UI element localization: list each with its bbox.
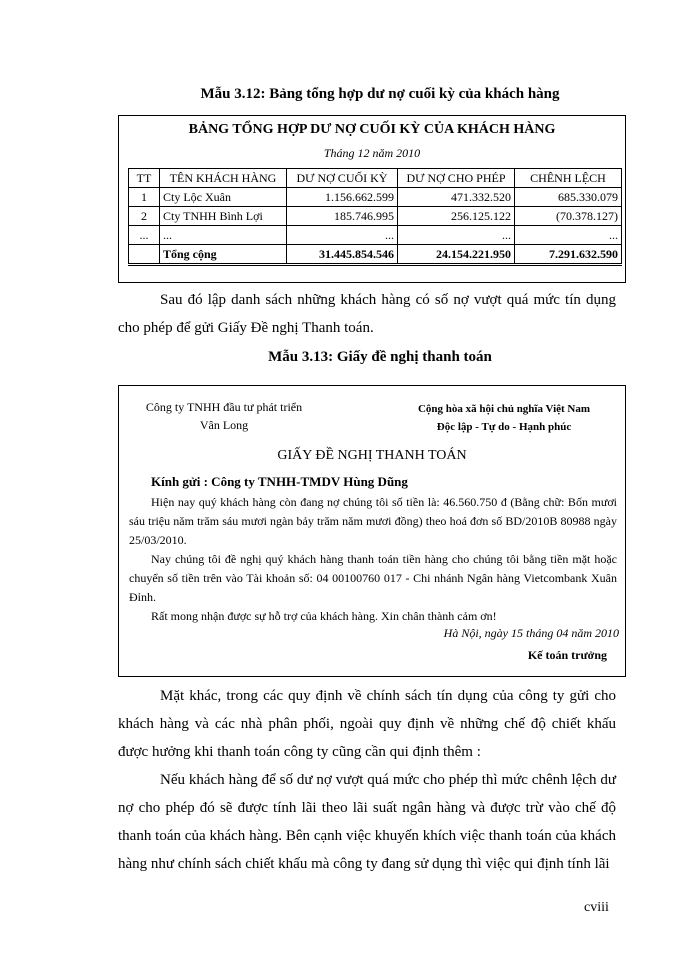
paragraph-interest: Nếu khách hàng để số dư nợ vượt quá mức cho phép thì mức chênh lệch dư nợ cho phép đó sẽ được tính lãi theo lãi suất ngân hàng và được trừ vào chế độ thanh toán của khách hàng. Bên cạnh việc khuyến khích việc thanh toán của khách hàng như chính sách chiết khấu mà công ty đang sử dụng thì việc qui định tính lãi bbox=[118, 772, 616, 872]
cell-ending-debt: ... bbox=[287, 226, 398, 245]
table-row bbox=[129, 188, 622, 207]
national-motto bbox=[389, 400, 619, 436]
cell-tt: 1 bbox=[129, 188, 160, 207]
letter-body-1: Hiện nay quý khách hàng còn đang nợ chúng tôi số tiền là: 46.560.750 đ (Bằng chữ: Bốn mươi sáu triệu năm trăm sáu mươi ngàn bảy trăm năm mươi đồng) theo hoá đơn số BD/2010B 80988 ngày 25/03/2010. bbox=[129, 495, 617, 547]
letter-title: GIẤY ĐỀ NGHỊ THANH TOÁN bbox=[277, 448, 467, 463]
paragraph-credit-policy: Mặt khác, trong các quy định về chính sách tín dụng của công ty gửi cho khách hàng và các nhà phân phối, ngoài quy định về những chế độ chiết khấu được hưởng khi thanh toán công ty cũng cần qui định thêm : bbox=[118, 688, 616, 760]
letter-recipient: Kính gửi : Công ty TNHH-TMDV Hùng Dũng bbox=[151, 474, 408, 489]
letter-body-2: Nay chúng tôi đề nghị quý khách hàng thanh toán tiền hàng cho chúng tôi bằng tiền mặt hoặc chuyển số tiền trên vào Tài khoản số: 04 00100760 017 - Chi nhánh Ngân hàng Vietcombank Xuân Đỉnh. bbox=[129, 552, 617, 604]
total-tt bbox=[129, 245, 160, 265]
total-ending-debt: 31.445.854.546 bbox=[287, 245, 398, 265]
cell-customer: Cty TNHH Bình Lợi bbox=[160, 207, 287, 226]
letter-body-3: Rất mong nhận được sự hỗ trợ của khách hàng. Xin chân thành cảm ơn! bbox=[151, 609, 497, 623]
summary-table-box bbox=[118, 115, 626, 283]
cell-difference: (70.378.127) bbox=[515, 207, 622, 226]
cell-allowed-debt: 471.332.520 bbox=[398, 188, 515, 207]
col-allowed-debt: DƯ NỢ CHO PHÉP bbox=[398, 169, 515, 188]
cell-ending-debt: 185.746.995 bbox=[287, 207, 398, 226]
cell-ending-debt: 1.156.662.599 bbox=[287, 188, 398, 207]
cell-difference: ... bbox=[515, 226, 622, 245]
table-header-row bbox=[129, 169, 622, 188]
company-name-line1: Công ty TNHH đầu tư phát triển bbox=[145, 400, 303, 414]
total-row bbox=[129, 245, 622, 265]
page-number: cviii bbox=[584, 900, 609, 915]
col-customer-name: TÊN KHÁCH HÀNG bbox=[160, 169, 287, 188]
table-title: BẢNG TỔNG HỢP DƯ NỢ CUỐI KỲ CỦA KHÁCH HÀNG bbox=[188, 122, 556, 137]
cell-difference: 685.330.079 bbox=[515, 188, 622, 207]
paragraph-intro: Sau đó lập danh sách những khách hàng có số nợ vượt quá mức tín dụng cho phép để gửi Giấy Đề nghị Thanh toán. bbox=[118, 292, 616, 336]
cell-allowed-debt: ... bbox=[398, 226, 515, 245]
debt-summary-table bbox=[128, 168, 622, 266]
national-name: Cộng hòa xã hội chủ nghĩa Việt Nam bbox=[417, 403, 591, 415]
total-difference: 7.291.632.590 bbox=[515, 245, 622, 265]
col-ending-debt: DƯ NỢ CUỐI KỲ bbox=[287, 169, 398, 188]
total-allowed-debt: 24.154.221.950 bbox=[398, 245, 515, 265]
table-subtitle: Tháng 12 năm 2010 bbox=[323, 146, 421, 160]
cell-customer: Cty Lộc Xuân bbox=[160, 188, 287, 207]
cell-tt: 2 bbox=[129, 207, 160, 226]
letter-signer: Kế toán trưởng bbox=[527, 648, 607, 662]
company-name-line2: Vân Long bbox=[199, 418, 249, 432]
table-row bbox=[129, 207, 622, 226]
col-difference: CHÊNH LỆCH bbox=[515, 169, 622, 188]
letter-date: Hà Nội, ngày 15 tháng 04 năm 2010 bbox=[443, 626, 619, 640]
payment-request-letter bbox=[118, 385, 626, 677]
col-tt: TT bbox=[129, 169, 160, 188]
sample-3-13-heading: Mẫu 3.13: Giấy đề nghị thanh toán bbox=[268, 349, 492, 365]
cell-customer: ... bbox=[160, 226, 287, 245]
cell-allowed-debt: 256.125.122 bbox=[398, 207, 515, 226]
cell-tt: ... bbox=[129, 226, 160, 245]
company-header bbox=[119, 398, 329, 434]
sample-3-12-heading: Mẫu 3.12: Bảng tổng hợp dư nợ cuối kỳ của khách hàng bbox=[200, 86, 560, 102]
national-motto-line: Độc lập - Tự do - Hạnh phúc bbox=[436, 421, 572, 433]
total-label: Tổng cộng bbox=[160, 245, 287, 265]
table-row bbox=[129, 226, 622, 245]
